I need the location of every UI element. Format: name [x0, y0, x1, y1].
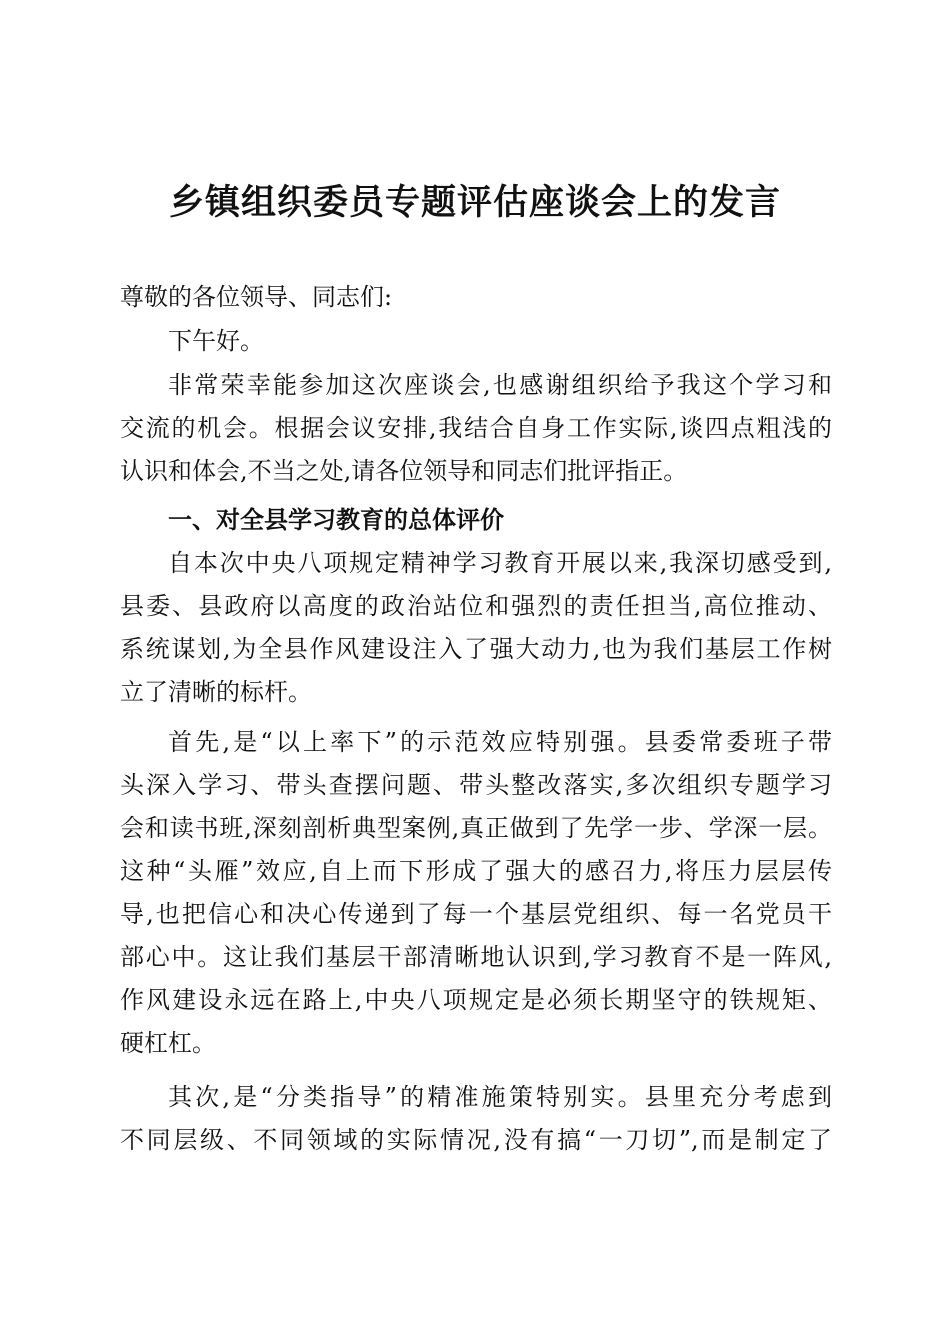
paragraph-line: 会和读书班,深刻剖析典型案例,真正做到了先学一步、学深一层。	[120, 814, 832, 842]
intro-line: 认识和体会,不当之处,请各位领导和同志们批评指正。	[120, 457, 688, 485]
paragraph-line: 部心中。这让我们基层干部清晰地认识到,学习教育不是一阵风,	[120, 943, 832, 971]
intro-line: 交流的机会。根据会议安排,我结合自身工作实际,谈四点粗浅的	[120, 414, 832, 442]
paragraph-line: 系统谋划,为全县作风建设注入了强大动力,也为我们基层工作树	[120, 635, 832, 663]
paragraph-line: 作风建设永远在路上,中央八项规定是必须长期坚守的铁规矩、	[120, 986, 832, 1014]
paragraph-line: 硬杠杠。	[120, 1029, 216, 1057]
greeting: 下午好。	[168, 327, 264, 355]
paragraph-line: 其次,是“分类指导”的精准施策特别实。县里充分考虑到	[168, 1083, 832, 1111]
paragraph-line: 自本次中央八项规定精神学习教育开展以来,我深切感受到,	[168, 549, 832, 577]
section-heading: 一、对全县学习教育的总体评价	[168, 506, 504, 534]
salutation: 尊敬的各位领导、同志们:	[120, 283, 393, 311]
paragraph-line: 不同层级、不同领域的实际情况,没有搞“一刀切”,而是制定了	[120, 1126, 832, 1154]
paragraph-line: 县委、县政府以高度的政治站位和强烈的责任担当,高位推动、	[120, 592, 832, 620]
paragraph-line: 头深入学习、带头查摆问题、带头整改落实,多次组织专题学习	[120, 771, 832, 799]
intro-line: 非常荣幸能参加这次座谈会,也感谢组织给予我这个学习和	[168, 371, 832, 399]
paragraph-line: 导,也把信心和决心传递到了每一个基层党组织、每一名党员干	[120, 900, 832, 928]
paragraph-line: 立了清晰的标杆。	[120, 678, 312, 706]
paragraph-line: 首先,是“以上率下”的示范效应特别强。县委常委班子带	[168, 728, 832, 756]
paragraph-line: 这种“头雁”效应,自上而下形成了强大的感召力,将压力层层传	[120, 857, 832, 885]
document-title: 乡镇组织委员专题评估座谈会上的发言	[168, 182, 781, 223]
